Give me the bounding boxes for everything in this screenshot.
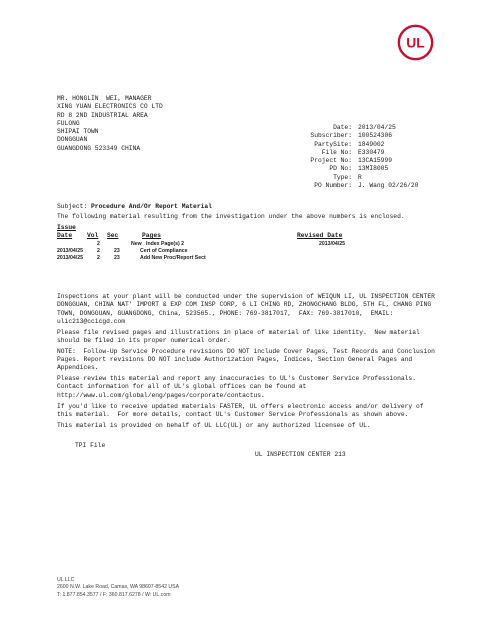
issue-header-row bbox=[57, 232, 387, 241]
footer-address: 2600 N.W. Lake Road, Camas, WA 98607-8542 USA bbox=[57, 584, 180, 591]
table-row bbox=[57, 248, 387, 255]
subject-label: Subject: bbox=[57, 203, 88, 210]
intro-text: The following material resulting from the investigation under the above numbers is enclosed. bbox=[57, 213, 405, 220]
recipient-address bbox=[57, 95, 163, 153]
issue-title: Issue bbox=[57, 224, 76, 231]
meta-project-no: Project No: 13CA15999 bbox=[310, 157, 393, 165]
document-metadata bbox=[296, 124, 456, 190]
paragraph-electronic: If you'd like to receive updated materials FASTER, UL offers electronic access and/or delivery of this material. For more details, contact UL's Customer Service Professionals as shown above. bbox=[57, 402, 424, 418]
cell-pages: Cert of Compliance bbox=[140, 248, 188, 255]
meta-type: Type: R bbox=[333, 173, 362, 181]
paragraph-review: Please review this material and report any inaccuracies to UL's Customer Service Professionals. Contact information for all of UL's global offices can be found at http://www.ul.com/global/eng/pages/corporate/contactus. bbox=[57, 375, 416, 399]
cell-date: 2013/04/25 bbox=[57, 248, 83, 255]
footer-company: UL LLC bbox=[57, 577, 75, 583]
paragraph-note: NOTE: Follow-Up Service Procedure revisions DO NOT include Cover Pages, Test Records and Conclusion Pages. Report revisions DO NOT include Authorization Pages, Indices, Section General Pages and Appendices. bbox=[57, 347, 435, 372]
header-vol: Vol bbox=[87, 232, 99, 240]
ul-logo bbox=[397, 24, 434, 61]
table-row bbox=[57, 255, 387, 262]
header-sec: Sec bbox=[107, 232, 119, 240]
cell-pages: Index Page(s) 2 bbox=[146, 241, 185, 248]
address-line: XING YUAN ELECTRONICS CO LTD bbox=[57, 103, 163, 111]
cell-sec: 23 bbox=[114, 255, 120, 262]
header-revised: Revised Date bbox=[297, 232, 343, 240]
address-line: RD 8 2ND INDUSTRIAL AREA bbox=[57, 111, 148, 119]
cell-pages: Add New Proc/Report Sect bbox=[140, 255, 206, 262]
paragraph-behalf: This material is provided on behalf of UL LLC(UL) or any authorized licensee of UL. bbox=[57, 421, 371, 429]
meta-subscriber: Subscriber: 100524306 bbox=[310, 132, 393, 140]
cell-vol: 2 bbox=[97, 255, 100, 262]
meta-file-no: File No: E330479 bbox=[321, 148, 385, 156]
meta-po-number: PO Number: J. Wang 02/26/20 bbox=[314, 182, 419, 190]
cell-vol: 2 bbox=[97, 241, 100, 248]
cell-sec: 23 bbox=[114, 248, 120, 255]
issue-table bbox=[57, 224, 387, 262]
cell-new: New bbox=[131, 241, 142, 248]
footer-contact: T: 1.877.854.3577 / F: 360.817.6278 / W: UL.com bbox=[57, 591, 171, 598]
paragraph-inspection: Inspections at your plant will be conducted under the supervision of WEIQUN LI, UL INSPECTION CENTER DONGGUAN, CHINA NAT' IMPORT & EXP COM INSP CORP, 6 LI CHING RD, ZHONGCHANG BLDG, 5TH FL, CHANG PING TOWN, DONGGUAN, GUANGDONG, China, 523565., PHONE: 769-3817017, FAX: 769-3817010, EMAIL: ulic213@ccicgd.com bbox=[57, 293, 435, 325]
cell-revised: 2013/04/25 bbox=[319, 241, 345, 248]
meta-partysite: PartySite: 1849002 bbox=[314, 140, 385, 148]
cell-vol: 2 bbox=[97, 248, 100, 255]
address-line: DONGGUAN bbox=[57, 136, 88, 144]
cell-date: 2013/04/25 bbox=[57, 255, 83, 262]
address-line: FULONG bbox=[57, 119, 80, 127]
subject-line bbox=[57, 203, 212, 211]
header-pages: Pages bbox=[142, 232, 161, 240]
header-date: Date bbox=[57, 232, 73, 240]
inspection-center: UL INSPECTION CENTER 213 bbox=[255, 451, 346, 458]
address-line: SHIPAI TOWN bbox=[57, 128, 99, 136]
paragraph-filing: Please file revised pages and illustrations in place of material of like identity. New material should be filed in its proper numerical order. bbox=[57, 328, 420, 344]
body-text bbox=[57, 293, 449, 432]
subject-value: Procedure And/Or Report Material bbox=[91, 203, 212, 210]
address-line: MR. HONGLIN WEI, MANAGER bbox=[57, 95, 152, 102]
address-line: GUANGDONG 523349 CHINA bbox=[57, 144, 141, 152]
tpi-file: TPI File bbox=[75, 442, 106, 449]
ul-logo-text: UL bbox=[406, 34, 425, 51]
table-row bbox=[57, 241, 387, 248]
meta-pd-no: PD No: 13MI8005 bbox=[329, 165, 389, 173]
meta-date: Date: 2013/04/25 bbox=[333, 124, 396, 131]
footer bbox=[57, 577, 179, 599]
